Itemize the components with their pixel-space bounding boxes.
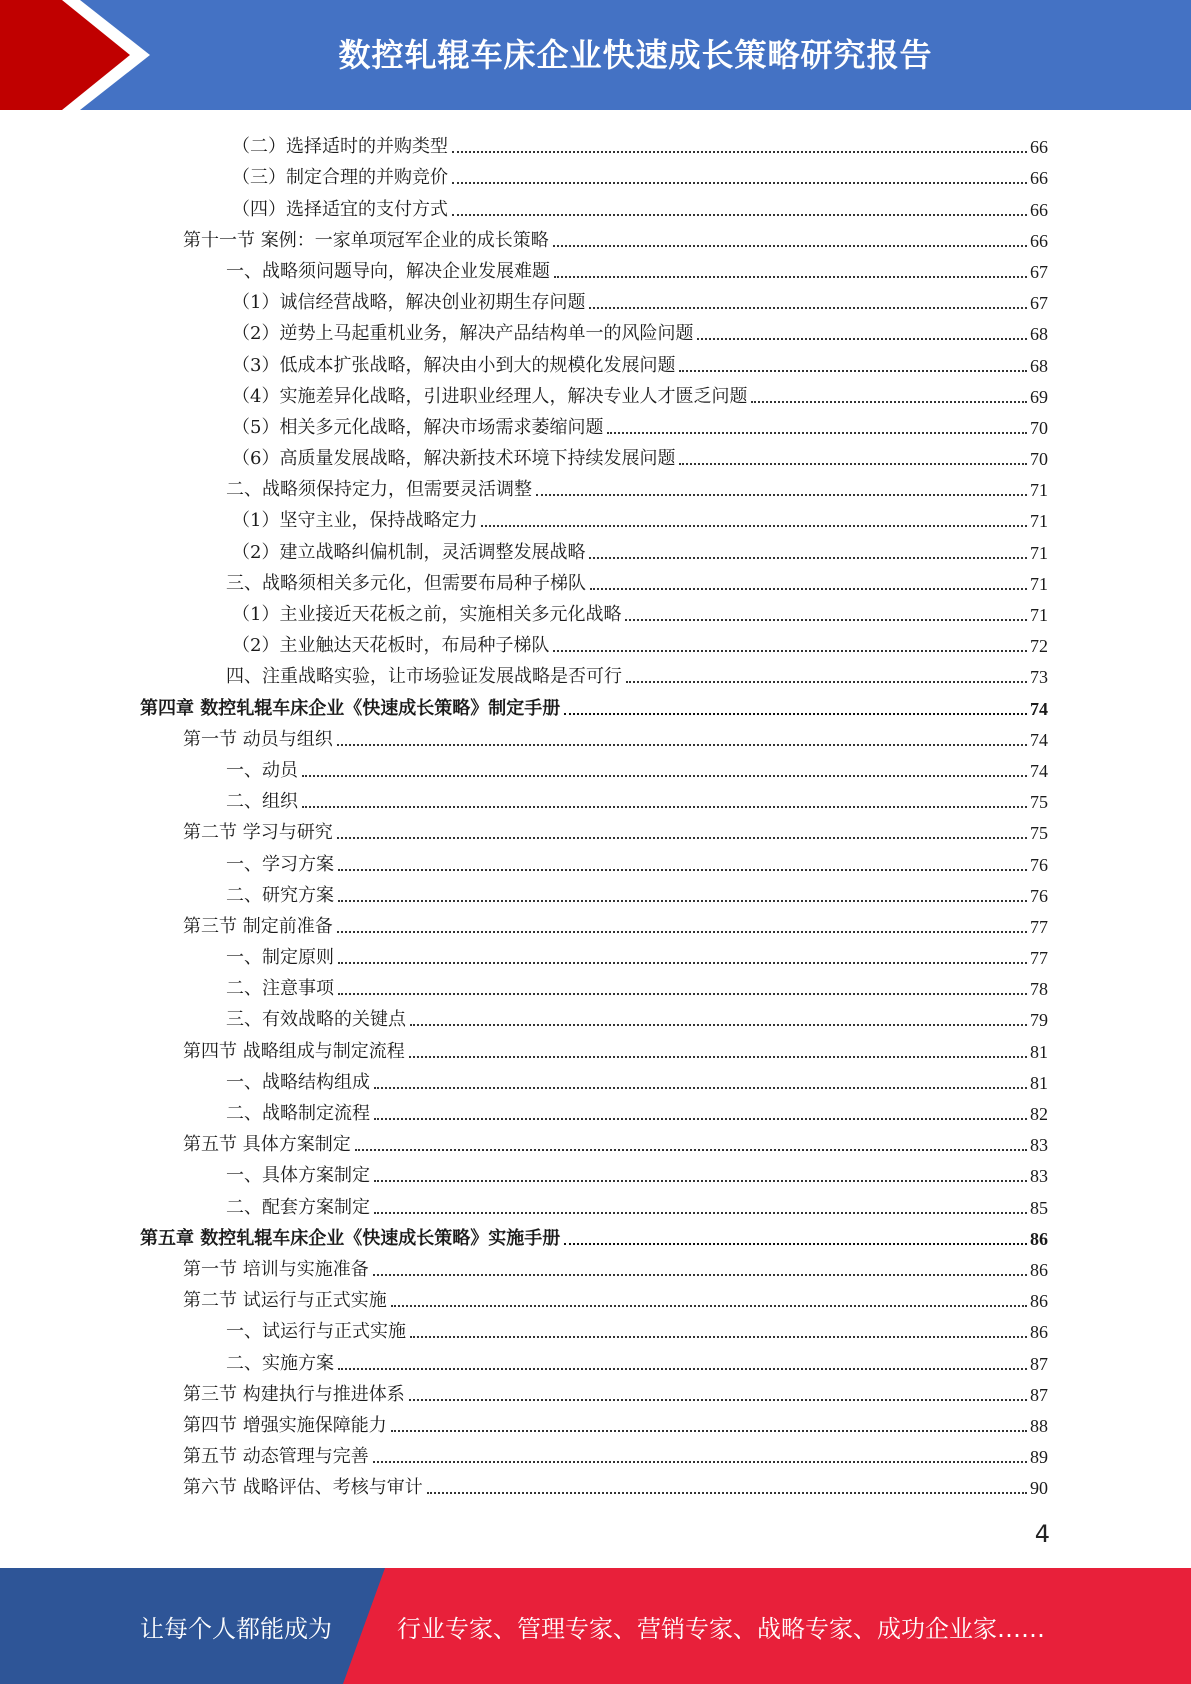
toc-entry-title: 第五节 动态管理与完善 xyxy=(183,1446,369,1468)
toc-dot-leader xyxy=(589,305,1027,309)
toc-entry[interactable] xyxy=(140,1187,1048,1218)
toc-entry-title: 第二节 试运行与正式实施 xyxy=(183,1290,387,1312)
toc-dot-leader xyxy=(409,1054,1027,1058)
toc-entry-title: 第五节 具体方案制定 xyxy=(183,1134,351,1156)
toc-dot-leader xyxy=(452,180,1027,184)
footer-slogan-right: 行业专家、管理专家、营销专家、战略专家、成功企业家…… xyxy=(397,1614,1045,1643)
toc-entry-page: 75 xyxy=(1030,792,1048,813)
toc-entry-title: （3）低成本扩张战略，解决由小到大的规模化发展问题 xyxy=(232,354,676,376)
toc-entry-page: 74 xyxy=(1030,729,1048,750)
toc-entry[interactable] xyxy=(140,1468,1048,1499)
toc-entry-title: 第四节 战略组成与制定流程 xyxy=(183,1040,405,1062)
toc-entry-title: 第四节 增强实施保障能力 xyxy=(183,1414,387,1436)
toc-entry[interactable] xyxy=(140,314,1048,345)
toc-dot-leader xyxy=(679,461,1027,465)
toc-entry-title: 二、研究方案 xyxy=(226,884,334,906)
toc-dot-leader xyxy=(625,617,1027,621)
toc-entry-page: 88 xyxy=(1030,1415,1048,1436)
toc-entry-title: 第六节 战略评估、考核与审计 xyxy=(183,1477,423,1499)
toc-entry[interactable] xyxy=(140,532,1048,563)
toc-entry-title: 第四章 数控轧辊车床企业《快速成长策略》制定手册 xyxy=(140,697,561,719)
toc-dot-leader xyxy=(410,1334,1027,1338)
toc-entry-title: 二、战略制定流程 xyxy=(226,1103,370,1124)
toc-entry-page: 77 xyxy=(1030,948,1048,969)
document-title: 数控轧辊车床企业快速成长策略研究报告 xyxy=(338,36,933,74)
toc-entry[interactable] xyxy=(140,720,1048,751)
toc-entry-title: 一、学习方案 xyxy=(226,853,334,875)
toc-entry[interactable] xyxy=(140,189,1048,220)
toc-entry-title: 二、战略须保持定力，但需要灵活调整 xyxy=(226,479,532,501)
header-arrow-decoration xyxy=(0,0,200,110)
toc-entry-page: 70 xyxy=(1030,449,1048,470)
toc-dot-leader xyxy=(697,336,1027,340)
toc-dot-leader xyxy=(564,1241,1027,1245)
toc-dot-leader xyxy=(338,1366,1027,1370)
toc-entry[interactable] xyxy=(140,564,1048,595)
toc-entry-page: 86 xyxy=(1030,1259,1048,1280)
toc-entry-page: 76 xyxy=(1030,854,1048,875)
toc-entry-title: 一、战略结构组成 xyxy=(226,1071,370,1093)
toc-entry-page: 71 xyxy=(1030,605,1048,625)
toc-entry[interactable] xyxy=(140,626,1048,657)
toc-entry[interactable] xyxy=(140,1312,1048,1343)
toc-entry-page: 71 xyxy=(1030,573,1048,594)
toc-dot-leader xyxy=(374,1210,1027,1214)
toc-dot-leader xyxy=(553,648,1027,652)
toc-entry-page: 71 xyxy=(1030,542,1048,563)
toc-dot-leader xyxy=(338,898,1027,902)
toc-entry[interactable] xyxy=(140,907,1048,938)
toc-entry-page: 74 xyxy=(1030,698,1048,719)
toc-dot-leader xyxy=(679,368,1027,372)
toc-entry-title: （四）选择适宜的支付方式 xyxy=(232,198,448,220)
toc-entry-page: 86 xyxy=(1030,1322,1048,1343)
toc-dot-leader xyxy=(554,274,1027,278)
toc-dot-leader xyxy=(355,1147,1027,1151)
toc-entry-page: 71 xyxy=(1030,511,1048,532)
toc-entry-page: 67 xyxy=(1030,293,1048,314)
toc-entry-page: 86 xyxy=(1030,1228,1048,1249)
toc-dot-leader xyxy=(410,1022,1027,1026)
toc-dot-leader xyxy=(374,1116,1027,1120)
toc-entry-title: 第二节 学习与研究 xyxy=(183,822,333,844)
toc-entry[interactable] xyxy=(140,345,1048,376)
toc-entry[interactable] xyxy=(140,377,1048,408)
toc-dot-leader xyxy=(374,1178,1027,1182)
toc-entry-page: 87 xyxy=(1030,1384,1048,1405)
header-band xyxy=(0,0,1191,110)
toc-entry-page: 79 xyxy=(1030,1010,1048,1031)
toc-entry-title: 第三节 构建执行与推进体系 xyxy=(183,1383,405,1405)
toc-entry-title: 第一节 培训与实施准备 xyxy=(183,1258,369,1280)
toc-entry-title: 四、注重战略实验，让市场验证发展战略是否可行 xyxy=(226,666,622,688)
toc-entry-title: 二、组织 xyxy=(226,791,298,813)
toc-dot-leader xyxy=(391,1303,1027,1307)
toc-entry-page: 66 xyxy=(1030,199,1048,220)
toc-entry-page: 86 xyxy=(1030,1291,1048,1312)
toc-entry[interactable] xyxy=(140,1437,1048,1468)
toc-entry-title: 第五章 数控轧辊车床企业《快速成长策略》实施手册 xyxy=(140,1227,561,1249)
toc-entry-title: （6）高质量发展战略，解决新技术环境下持续发展问题 xyxy=(232,448,676,470)
toc-entry[interactable] xyxy=(140,844,1048,875)
toc-entry-title: 二、配套方案制定 xyxy=(226,1196,370,1218)
toc-entry-title: 二、实施方案 xyxy=(226,1352,334,1374)
toc-dot-leader xyxy=(391,1428,1027,1432)
toc-entry-title: 第一节 动员与组织 xyxy=(183,728,333,750)
toc-entry-title: 三、战略须相关多元化，但需要布局种子梯队 xyxy=(226,572,586,594)
toc-dot-leader xyxy=(481,523,1027,527)
toc-entry[interactable] xyxy=(140,1063,1048,1094)
toc-entry-page: 85 xyxy=(1030,1197,1048,1218)
toc-entry-page: 72 xyxy=(1030,636,1048,657)
toc-entry-page: 70 xyxy=(1030,417,1048,438)
toc-entry[interactable] xyxy=(140,1375,1048,1406)
toc-entry-page: 83 xyxy=(1030,1166,1048,1187)
toc-entry-title: （三）制定合理的并购竞价 xyxy=(232,167,448,189)
toc-entry[interactable] xyxy=(140,283,1048,314)
toc-entry[interactable] xyxy=(140,439,1048,470)
toc-dot-leader xyxy=(452,149,1027,153)
table-of-contents xyxy=(140,127,1048,1499)
toc-entry-page: 78 xyxy=(1030,979,1048,1000)
toc-entry[interactable] xyxy=(140,782,1048,813)
toc-entry-page: 81 xyxy=(1030,1072,1048,1093)
toc-entry[interactable] xyxy=(140,158,1048,189)
toc-entry-page: 89 xyxy=(1030,1447,1048,1468)
toc-entry[interactable] xyxy=(140,1031,1048,1062)
toc-entry[interactable] xyxy=(140,657,1048,688)
toc-entry[interactable] xyxy=(140,1406,1048,1437)
toc-entry[interactable] xyxy=(140,1000,1048,1031)
toc-entry[interactable] xyxy=(140,876,1048,907)
toc-entry-title: （5）相关多元化战略，解决市场需求萎缩问题 xyxy=(232,416,604,438)
toc-entry-page: 74 xyxy=(1030,760,1048,781)
toc-dot-leader xyxy=(373,1272,1027,1276)
toc-entry[interactable] xyxy=(140,501,1048,532)
toc-entry[interactable] xyxy=(140,408,1048,439)
toc-entry-title: （1）主业接近天花板之前，实施相关多元化战略 xyxy=(232,604,622,625)
toc-entry[interactable] xyxy=(140,969,1048,1000)
toc-dot-leader xyxy=(302,773,1027,777)
toc-dot-leader xyxy=(338,960,1027,964)
toc-entry-page: 71 xyxy=(1030,480,1048,501)
toc-entry-page: 90 xyxy=(1030,1478,1048,1499)
toc-entry-page: 76 xyxy=(1030,885,1048,906)
toc-entry-page: 66 xyxy=(1030,230,1048,251)
toc-entry-page: 81 xyxy=(1030,1041,1048,1062)
toc-entry-page: 68 xyxy=(1030,324,1048,345)
toc-entry-page: 73 xyxy=(1030,667,1048,688)
toc-entry-title: 一、具体方案制定 xyxy=(226,1165,370,1187)
toc-dot-leader xyxy=(536,492,1027,496)
toc-entry-title: 第三节 制定前准备 xyxy=(183,915,333,937)
toc-entry-title: 一、战略须问题导向，解决企业发展难题 xyxy=(226,260,550,282)
toc-entry-title: 第十一节 案例：一家单项冠军企业的成长策略 xyxy=(183,229,549,251)
toc-entry-page: 66 xyxy=(1030,137,1048,158)
toc-dot-leader xyxy=(590,586,1027,590)
toc-entry-title: （4）实施差异化战略，引进职业经理人，解决专业人才匮乏问题 xyxy=(232,385,748,407)
toc-entry[interactable] xyxy=(140,595,1048,626)
toc-dot-leader xyxy=(452,212,1027,216)
toc-entry[interactable] xyxy=(140,221,1048,252)
toc-entry[interactable] xyxy=(140,470,1048,501)
toc-entry[interactable] xyxy=(140,938,1048,969)
toc-entry-title: 三、有效战略的关键点 xyxy=(226,1009,406,1031)
toc-entry[interactable] xyxy=(140,813,1048,844)
toc-dot-leader xyxy=(427,1490,1027,1494)
page-number: 4 xyxy=(1034,1520,1050,1548)
toc-entry-title: （二）选择适时的并购类型 xyxy=(232,136,448,158)
toc-entry-title: 二、注意事项 xyxy=(226,978,334,1000)
toc-entry[interactable] xyxy=(140,751,1048,782)
toc-dot-leader xyxy=(607,430,1027,434)
toc-entry-page: 82 xyxy=(1030,1104,1048,1124)
toc-dot-leader xyxy=(409,1397,1027,1401)
toc-dot-leader xyxy=(589,555,1027,559)
toc-entry[interactable] xyxy=(140,1219,1048,1250)
footer-slogan-left: 让每个人都能成为 xyxy=(140,1614,332,1643)
toc-entry[interactable] xyxy=(140,1343,1048,1374)
toc-entry-title: （1）诚信经营战略，解决创业初期生存问题 xyxy=(232,292,586,314)
toc-dot-leader xyxy=(373,1459,1027,1463)
toc-entry-title: （1）坚守主业，保持战略定力 xyxy=(232,510,478,532)
toc-entry[interactable] xyxy=(140,688,1048,719)
toc-dot-leader xyxy=(751,399,1027,403)
toc-entry[interactable] xyxy=(140,1156,1048,1187)
toc-entry[interactable] xyxy=(140,1250,1048,1281)
toc-dot-leader xyxy=(626,679,1027,683)
footer-band xyxy=(0,1568,1191,1684)
toc-entry-page: 69 xyxy=(1030,386,1048,407)
toc-entry-page: 77 xyxy=(1030,916,1048,937)
toc-dot-leader xyxy=(337,835,1027,839)
toc-entry-page: 68 xyxy=(1030,355,1048,376)
toc-entry-title: 一、制定原则 xyxy=(226,947,334,969)
toc-dot-leader xyxy=(564,711,1027,715)
toc-dot-leader xyxy=(302,804,1027,808)
toc-dot-leader xyxy=(374,1085,1027,1089)
toc-entry[interactable] xyxy=(140,127,1048,158)
toc-entry-page: 83 xyxy=(1030,1135,1048,1156)
toc-entry-title: 一、动员 xyxy=(226,759,298,781)
toc-entry[interactable] xyxy=(140,1125,1048,1156)
toc-entry-page: 67 xyxy=(1030,261,1048,282)
toc-dot-leader xyxy=(338,991,1027,995)
toc-entry-title: （2）建立战略纠偏机制，灵活调整发展战略 xyxy=(232,541,586,563)
toc-entry[interactable] xyxy=(140,252,1048,283)
toc-dot-leader xyxy=(553,243,1027,247)
toc-entry-page: 87 xyxy=(1030,1353,1048,1374)
toc-dot-leader xyxy=(337,742,1027,746)
toc-dot-leader xyxy=(338,867,1027,871)
toc-entry-title: （2）逆势上马起重机业务，解决产品结构单一的风险问题 xyxy=(232,323,694,345)
toc-entry-page: 75 xyxy=(1030,823,1048,844)
toc-dot-leader xyxy=(337,929,1027,933)
toc-entry[interactable] xyxy=(140,1281,1048,1312)
toc-entry-title: 一、试运行与正式实施 xyxy=(226,1321,406,1343)
toc-entry-page: 66 xyxy=(1030,168,1048,189)
toc-entry-title: （2）主业触达天花板时，布局种子梯队 xyxy=(232,635,550,657)
toc-entry[interactable] xyxy=(140,1094,1048,1125)
